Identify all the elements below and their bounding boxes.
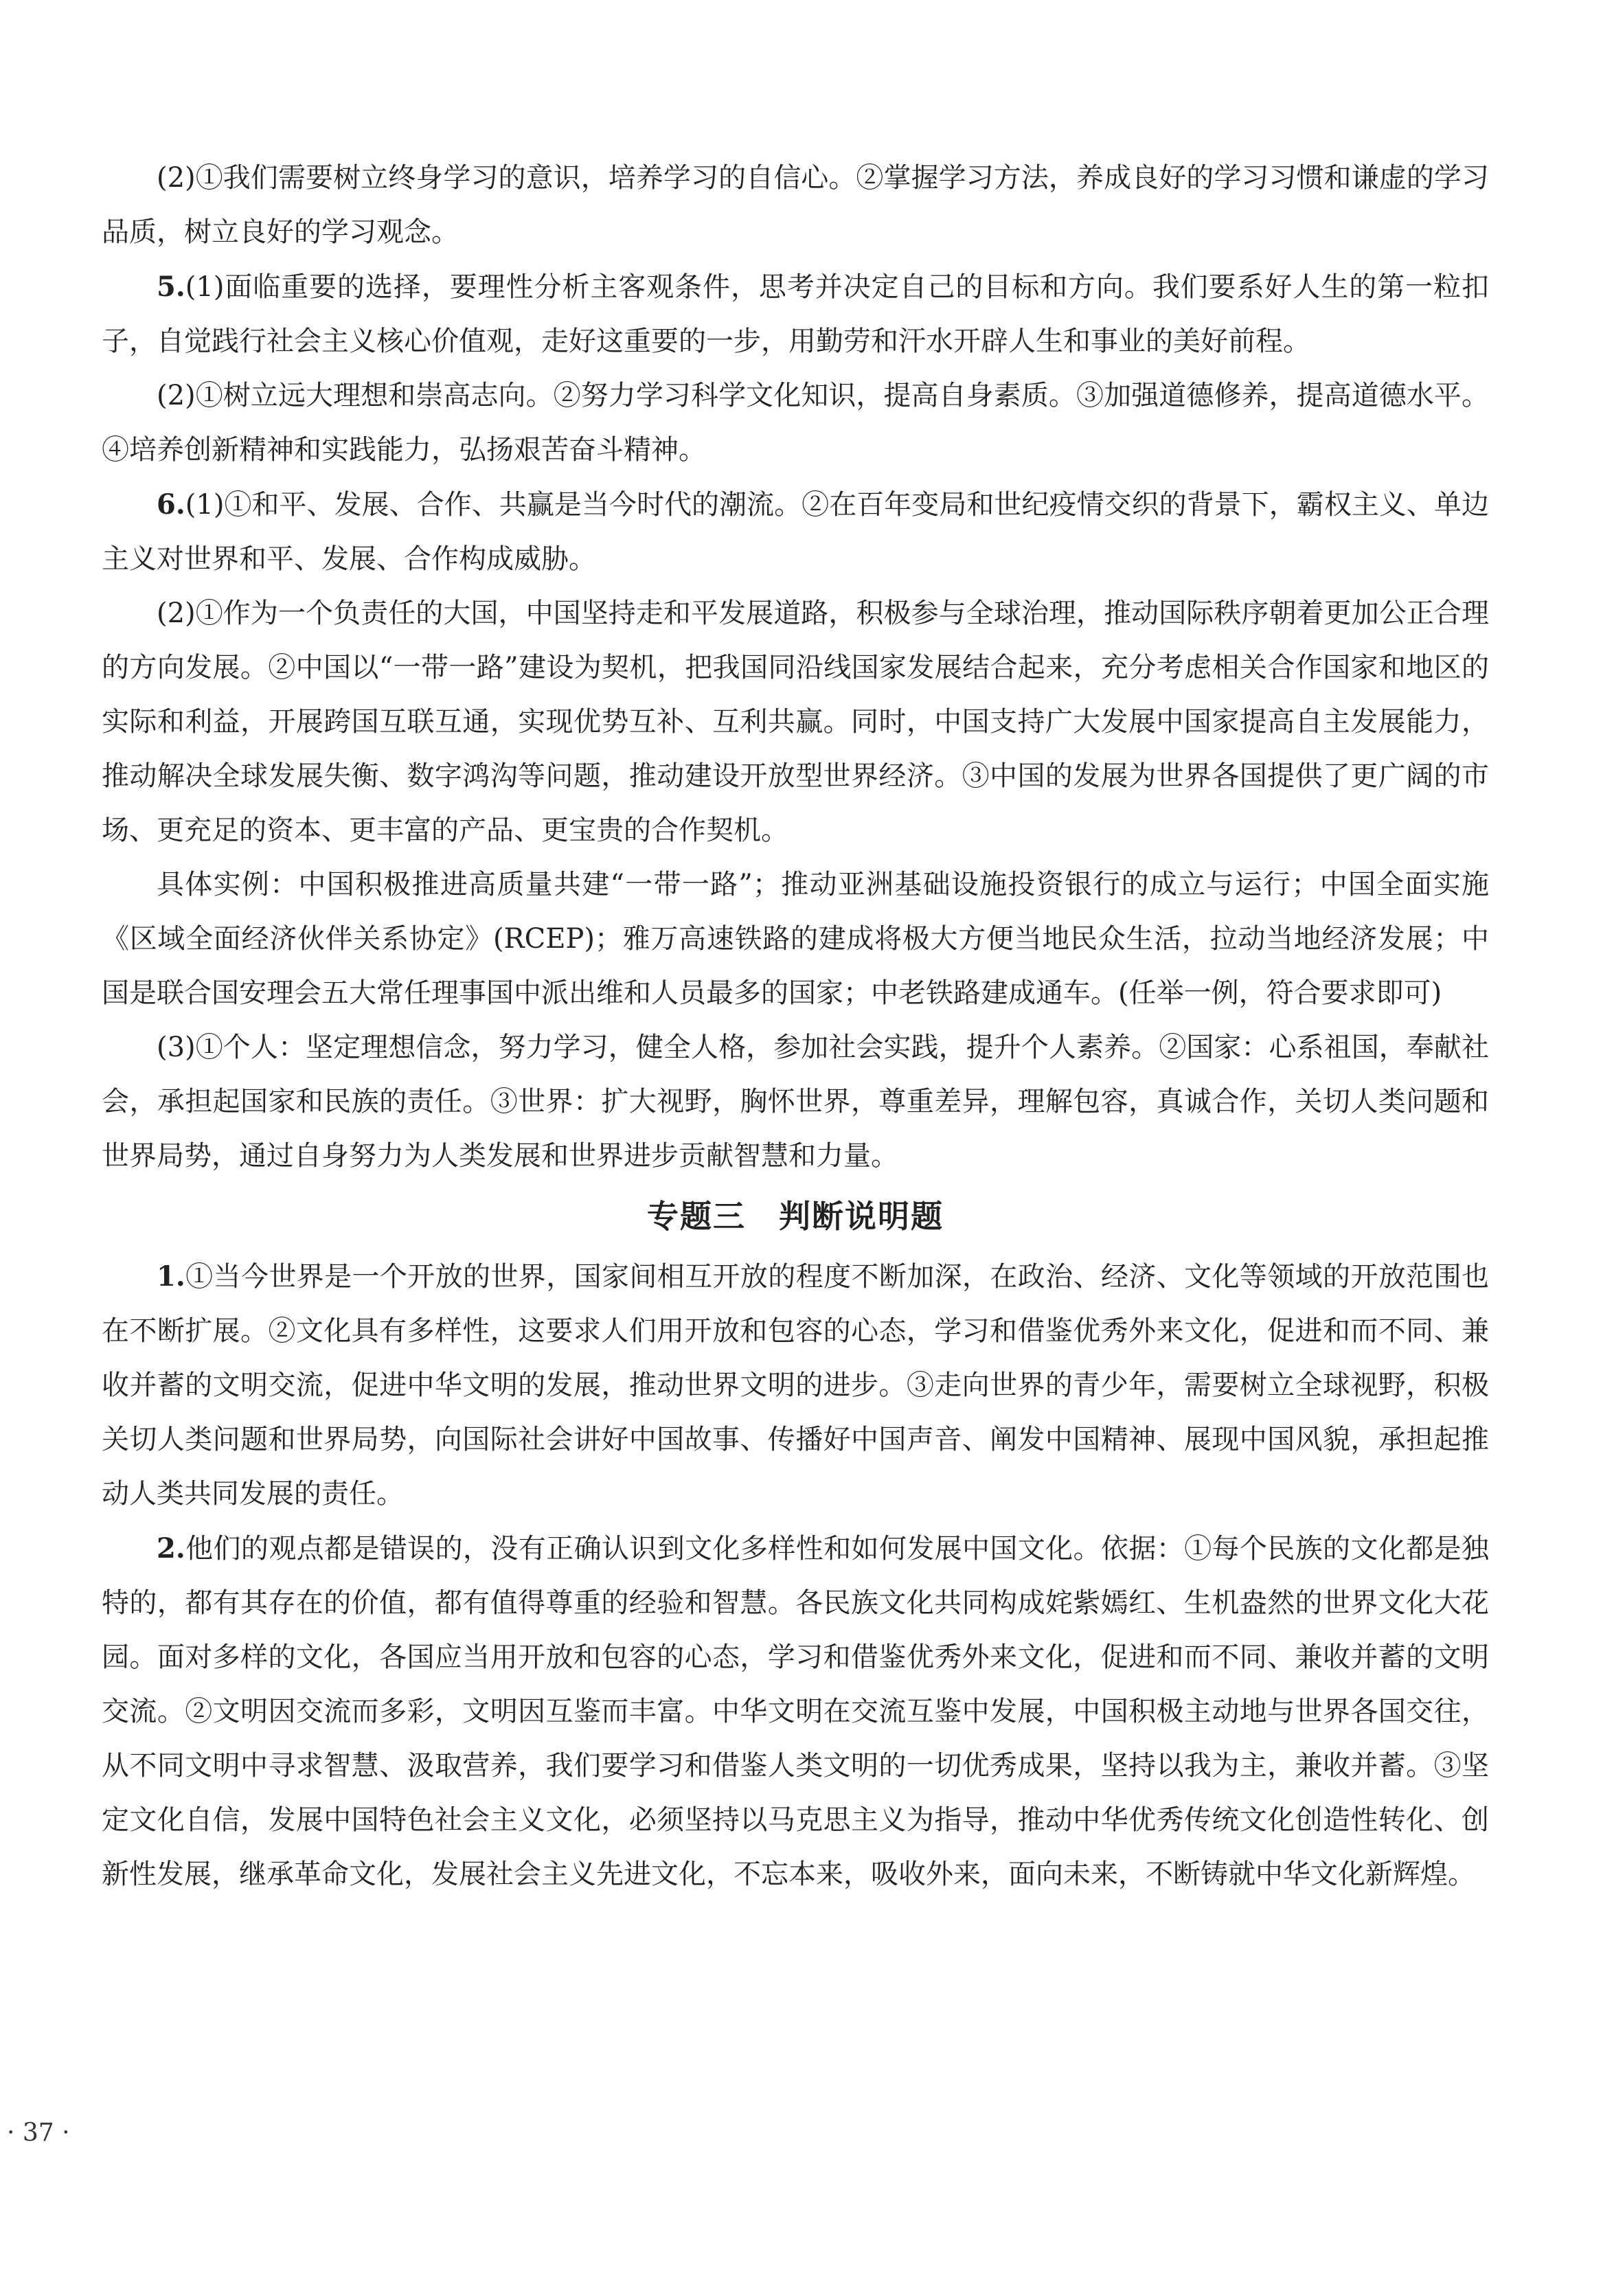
answer-text: (2)①我们需要树立终身学习的意识，培养学习的自信心。②掌握学习方法，养成良好的学习习惯和谦虚的学习品质，树立良好的学习观念。	[102, 162, 1489, 248]
answer-paragraph	[102, 151, 1489, 260]
page-content	[102, 151, 1489, 1902]
question-number: 6.	[157, 488, 185, 521]
answer-text: (1)面临重要的选择，要理性分析主客观条件，思考并决定自己的目标和方向。我们要系好人生的第一粒扣子，自觉践行社会主义核心价值观，走好这重要的一步，用勤劳和汗水开辟人生和事业的美好前程。	[102, 271, 1489, 357]
question-number: 5.	[157, 271, 185, 303]
answer-paragraph	[102, 1521, 1489, 1902]
answer-paragraph	[102, 1249, 1489, 1521]
answer-paragraph	[102, 477, 1489, 587]
answer-text: (1)①和平、发展、合作、共赢是当今时代的潮流。②在百年变局和世纪疫情交织的背景下，霸权主义、单边主义对世界和平、发展、合作构成威胁。	[102, 489, 1489, 575]
question-number: 1.	[157, 1260, 185, 1293]
answer-paragraph	[102, 587, 1489, 858]
question-number: 2.	[157, 1532, 185, 1565]
answer-paragraph	[102, 369, 1489, 477]
section-title: 专题三 判断说明题	[647, 1198, 944, 1235]
answer-text: ①当今世界是一个开放的世界，国家间相互开放的程度不断加深，在政治、经济、文化等领域的开放范围也在不断扩展。②文化具有多样性，这要求人们用开放和包容的心态，学习和借鉴优秀外来文化，促进和而不同、兼收并蓄的文明交流，促进中华文明的发展，推动世界文明的进步。③走向世界的青少年，需要树立全球视野，积极关切人类问题和世界局势，向国际社会讲好中国故事、传播好中国声音、阐发中国精神、展现中国风貌，承担起推动人类共同发展的责任。	[102, 1261, 1489, 1510]
answer-text: 具体实例：中国积极推进高质量共建“一带一路”；推动亚洲基础设施投资银行的成立与运行；中国全面实施《区域全面经济伙伴关系协定》(RCEP)；雅万高速铁路的建成将极大方便当地民众生活，拉动当地经济发展；中国是联合国安理会五大常任理事国中派出维和人员最多的国家；中老铁路建成通车。(任举一例，符合要求即可)	[102, 869, 1489, 1009]
answer-text: (3)①个人：坚定理想信念，努力学习，健全人格，参加社会实践，提升个人素养。②国家：心系祖国，奉献社会，承担起国家和民族的责任。③世界：扩大视野，胸怀世界，尊重差异，理解包容，真诚合作，关切人类问题和世界局势，通过自身努力为人类发展和世界进步贡献智慧和力量。	[102, 1032, 1489, 1172]
answer-text: 他们的观点都是错误的，没有正确认识到文化多样性和如何发展中国文化。依据：①每个民族的文化都是独特的，都有其存在的价值，都有值得尊重的经验和智慧。各民族文化共同构成姹紫嫣红、生机盎然的世界文化大花园。面对多样的文化，各国应当用开放和包容的心态，学习和借鉴优秀外来文化，促进和而不同、兼收并蓄的文明交流。②文明因交流而多彩，文明因互鉴而丰富。中华文明在交流互鉴中发展，中国积极主动地与世界各国交往，从不同文明中寻求智慧、汲取营养，我们要学习和借鉴人类文明的一切优秀成果，坚持以我为主，兼收并蓄。③坚定文化自信，发展中国特色社会主义文化，必须坚持以马克思主义为指导，推动中华优秀传统文化创造性转化、创新性发展，继承革命文化，发展社会主义先进文化，不忘本来，吸收外来，面向未来，不断铸就中华文化新辉煌。	[102, 1533, 1489, 1890]
answer-text: (2)①作为一个负责任的大国，中国坚持走和平发展道路，积极参与全球治理，推动国际秩序朝着更加公正合理的方向发展。②中国以“一带一路”建设为契机，把我国同沿线国家发展结合起来，充分考虑相关合作国家和地区的实际和利益，开展跨国互联互通，实现优势互补、互利共赢。同时，中国支持广大发展中国家提高自主发展能力，推动解决全球发展失衡、数字鸿沟等问题，推动建设开放型世界经济。③中国的发展为世界各国提供了更广阔的市场、更充足的资本、更丰富的产品、更宝贵的合作契机。	[102, 598, 1489, 846]
answer-paragraph	[102, 1021, 1489, 1183]
answer-paragraph	[102, 260, 1489, 369]
page-number: · 37 ·	[7, 2119, 70, 2147]
answer-paragraph	[102, 858, 1489, 1021]
answer-text: (2)①树立远大理想和崇高志向。②努力学习科学文化知识，提高自身素质。③加强道德修养，提高道德水平。④培养创新精神和实践能力，弘扬艰苦奋斗精神。	[102, 380, 1489, 466]
